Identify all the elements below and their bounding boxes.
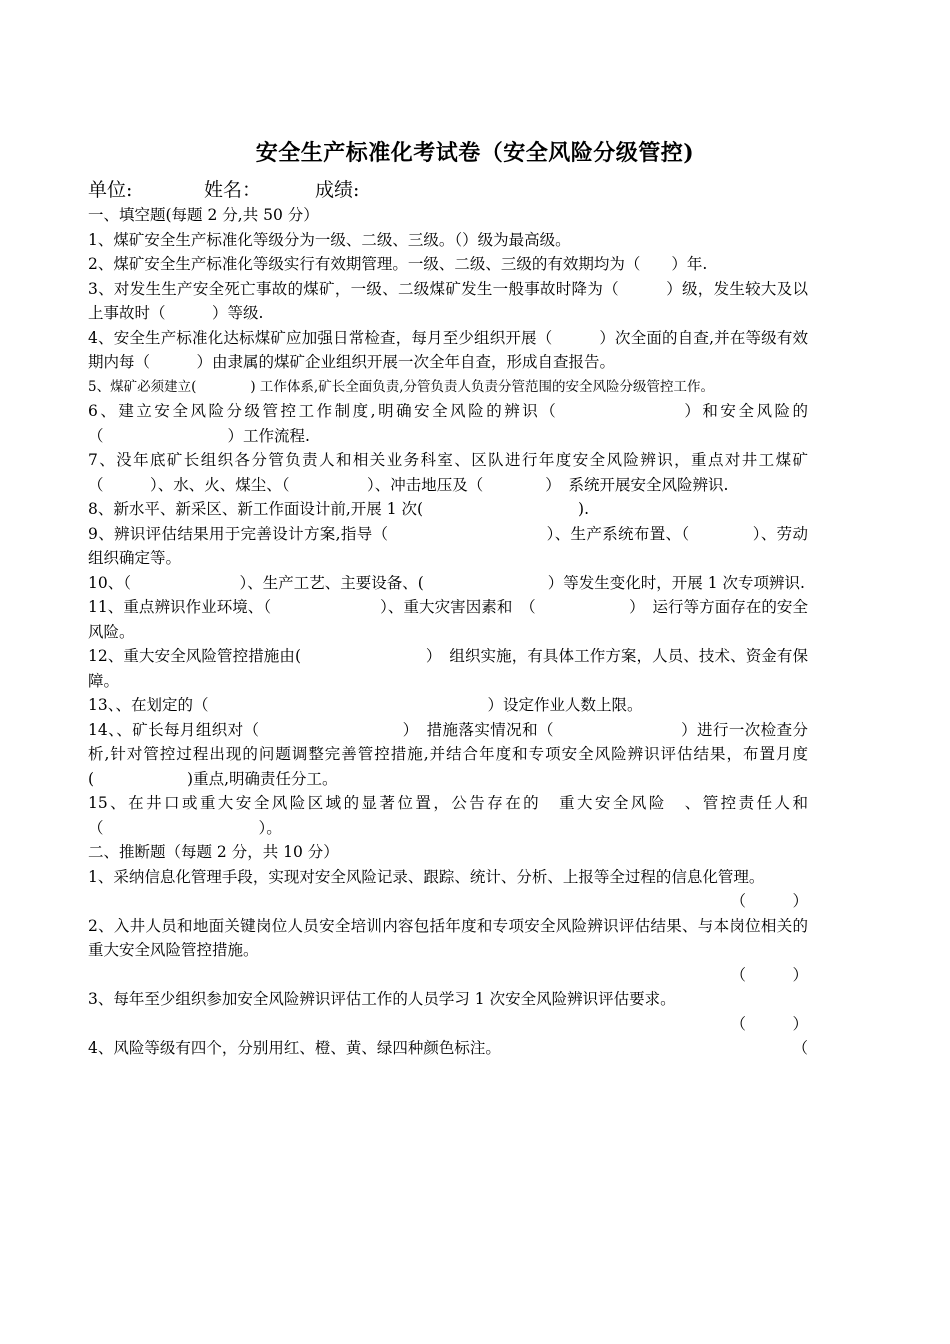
- fill-question-3: 3、对发生生产安全死亡事故的煤矿，一级、二级煤矿发生一般事故时降为（ ）级，发生较大及以上事故时（ ）等级.: [88, 279, 808, 322]
- fill-question-5: 5、煤矿必须建立( ) 工作体系,矿长全面负责,分管负责人负责分管范围的安全风险分级管控工作。: [88, 378, 714, 395]
- fill-question-13: 13、、在划定的（ ）设定作业人数上限。: [88, 696, 643, 714]
- fill-question-4: 4、安全生产标准化达标煤矿应加强日常检查，每月至少组织开展（ ）次全面的自查,并在等级有效期内每（ ）由隶属的煤矿企业组织开展一次全年自查，形成自查报告。: [88, 328, 808, 371]
- score-label: 成绩:: [315, 179, 360, 201]
- judge-question-3: 3、每年至少组织参加安全风险辨识评估工作的人员学习 1 次安全风险辨识评估要求。: [88, 990, 676, 1008]
- fill-question-6: 6、建立安全风险分级管控工作制度,明确安全风险的辨识（ ）和安全风险的（ ）工作流程.: [88, 402, 808, 445]
- fill-question-9: 9、辨识评估结果用于完善设计方案,指导（ ）、生产系统布置、（ ）、劳动组织确定等。: [88, 524, 808, 567]
- judge-question-1: 1、采纳信息化管理手段，实现对安全风险记录、跟踪、统计、分析、上报等全过程的信息化管理。: [88, 867, 765, 886]
- judge-mark-2: （ ）: [730, 965, 808, 984]
- fill-question-8: 8、新水平、新采区、新工作面设计前,开展 1 次( ).: [88, 500, 590, 518]
- fill-question-7: 7、没年底矿长组织各分管负责人和相关业务科室、区队进行年度安全风险辨识，重点对井工煤矿（ ）、水、火、煤尘、（ ）、冲击地压及（ ） 系统开展安全风险辨识.: [88, 451, 808, 494]
- fill-question-1: 1、煤矿安全生产标准化等级分为一级、二级、三级。（）级为最高级。: [88, 230, 571, 249]
- candidate-info: [88, 175, 359, 202]
- unit-label: 单位:: [88, 179, 133, 201]
- fill-question-15: 15、在井口或重大安全风险区域的显著位置，公告存在的 重大安全风险 、管控责任人和 （ ）。: [88, 794, 824, 837]
- judge-question-2: 2、入井人员和地面关键岗位人员安全培训内容包括年度和专项安全风险辨识评估结果、与本岗位相关的重大安全风险管控措施。: [88, 916, 808, 959]
- judge-mark-1: （ ）: [730, 892, 808, 910]
- fill-question-12: 12、重大安全风险管控措施由( ） 组织实施，有具体工作方案，人员、技术、资金有保障。: [88, 647, 808, 690]
- judge-question-4-text: 4、风险等级有四个，分别用红、橙、黄、绿四种颜色标注。: [88, 1039, 501, 1057]
- section-heading-judge: 二、推断题（每题 2 分，共 10 分）: [88, 843, 339, 861]
- fill-question-10: 10、（ ）、生产工艺、主要设备、( ）等发生变化时，开展 1 次专项辨识.: [88, 573, 805, 592]
- fill-question-14: 14、、矿长每月组织对（ ） 措施落实情况和（ ）进行一次检查分析,针对管控过程出现的问题调整完善管控措施,并结合年度和专项安全风险辨识评估结果，布置月度 ( )重点,明确责任分工。: [88, 720, 824, 788]
- fill-question-2: 2、煤矿安全生产标准化等级实行有效期管理。一级、二级、三级的有效期均为（ ）年.: [88, 255, 708, 273]
- page-title: 安全生产标准化考试卷（安全风险分级管控): [255, 140, 695, 166]
- judge-question-4: [88, 1036, 808, 1061]
- judge-mark-4: （: [792, 1039, 808, 1057]
- section-heading-fill: 一、填空题(每题 2 分,共 50 分）: [88, 206, 319, 224]
- exam-content: [88, 203, 824, 1061]
- fill-question-11: 11、重点辨识作业环境、（ ）、重大灾害因素和 （ ） 运行等方面存在的安全风险。: [88, 598, 808, 641]
- judge-mark-3: （ ）: [730, 1014, 808, 1033]
- name-label: 姓名：: [204, 179, 262, 201]
